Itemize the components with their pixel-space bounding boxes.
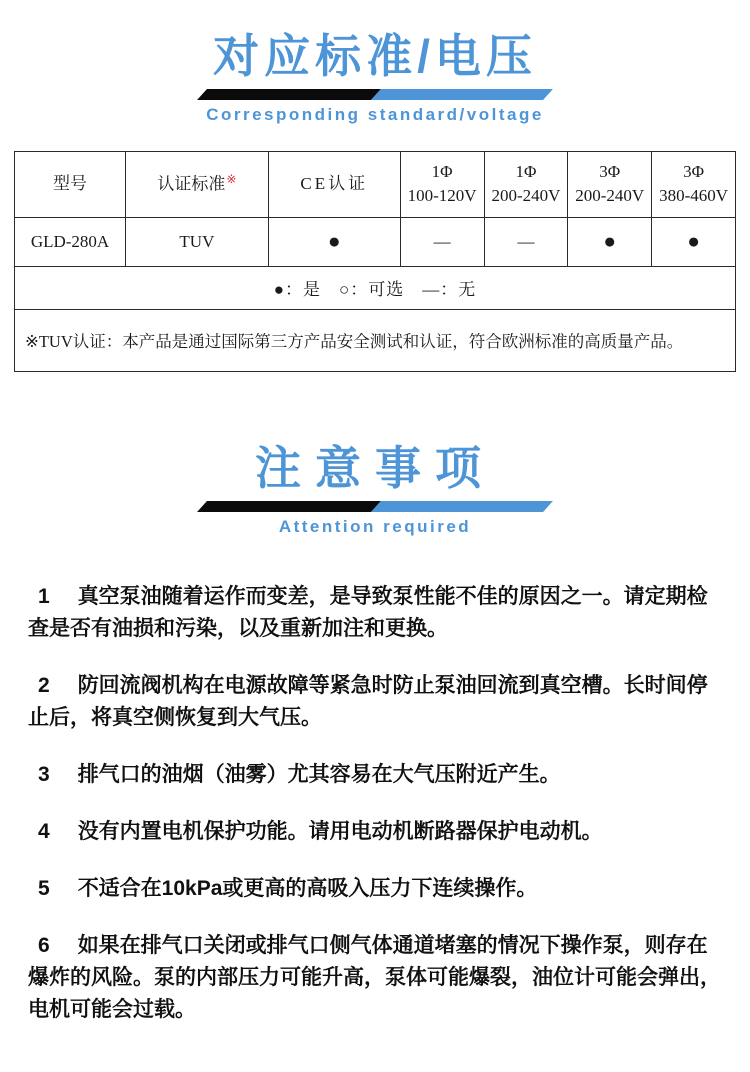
note-text: 排气口的油烟（油雾）尤其容易在大气压附近产生。 <box>77 762 561 786</box>
divider-black-segment <box>197 501 381 512</box>
note-number: 1 <box>38 584 50 608</box>
divider-bar <box>202 89 548 100</box>
note-item-6 <box>28 930 722 1026</box>
header-model: 型号 <box>15 151 126 217</box>
note-number: 2 <box>38 673 50 697</box>
table-row <box>15 217 736 266</box>
divider-black-segment <box>197 89 381 100</box>
note-item-5 <box>28 873 722 905</box>
footnote-marker-icon: ※ <box>226 172 237 187</box>
header-certification-standard: 认证标准※ <box>126 151 269 217</box>
cell-v2-dash-icon: — <box>484 217 568 266</box>
divider-blue-segment <box>371 501 553 512</box>
cell-v4-dot-icon: ● <box>652 217 736 266</box>
header-voltage-1ph-100-120: 1Φ 100-120V <box>400 151 484 217</box>
attention-notes-list <box>0 581 750 1026</box>
cell-ce-dot-icon: ● <box>268 217 400 266</box>
header-voltage-3ph-380-460: 3Φ 380-460V <box>652 151 736 217</box>
attention-section-header <box>0 442 750 537</box>
note-item-3 <box>28 759 722 791</box>
standards-voltage-table <box>14 151 736 372</box>
footnote-row <box>15 309 736 371</box>
note-text: 不适合在10kPa或更高的高吸入压力下连续操作。 <box>77 876 538 900</box>
note-text: 真空泵油随着运作而变差，是导致泵性能不佳的原因之一。请定期检查是否有油损和污染，以及重新加注和更换。 <box>28 584 708 640</box>
note-number: 4 <box>38 819 50 843</box>
table-header-row <box>15 151 736 217</box>
legend-row <box>15 266 736 309</box>
legend-text: ●：是 ○：可选 —：无 <box>15 266 736 309</box>
footnote-text: ※TUV认证：本产品是通过国际第三方产品安全测试和认证，符合欧洲标准的高质量产品。 <box>15 309 736 371</box>
note-item-1 <box>28 581 722 645</box>
note-number: 5 <box>38 876 50 900</box>
attention-subtitle-en: Attention required <box>278 516 472 536</box>
cell-v3-dot-icon: ● <box>568 217 652 266</box>
note-number: 6 <box>38 933 50 957</box>
cell-v1-dash-icon: — <box>400 217 484 266</box>
cell-cert: TUV <box>126 217 269 266</box>
header-ce-certification: CE认证 <box>268 151 400 217</box>
divider-bar <box>202 501 548 512</box>
note-item-2 <box>28 670 722 734</box>
attention-title: 注意事项 <box>255 441 495 494</box>
note-text: 防回流阀机构在电源故障等紧急时防止泵油回流到真空槽。长时间停止后，将真空侧恢复到大气压。 <box>28 673 708 729</box>
page-title: 对应标准/电压 <box>213 30 537 82</box>
section-subtitle-en: Corresponding standard/voltage <box>206 104 544 124</box>
cell-model: GLD-280A <box>15 217 126 266</box>
header-voltage-1ph-200-240: 1Φ 200-240V <box>484 151 568 217</box>
note-number: 3 <box>38 762 50 786</box>
note-text: 如果在排气口关闭或排气口侧气体通道堵塞的情况下操作泵，则存在爆炸的风险。泵的内部压力可能升高，泵体可能爆裂，油位计可能会弹出，电机可能会过载。 <box>28 933 721 1021</box>
note-item-4 <box>28 816 722 848</box>
standards-section-header <box>0 0 750 125</box>
divider-blue-segment <box>371 89 553 100</box>
note-text: 没有内置电机保护功能。请用电动机断路器保护电动机。 <box>77 819 603 843</box>
header-voltage-3ph-200-240: 3Φ 200-240V <box>568 151 652 217</box>
